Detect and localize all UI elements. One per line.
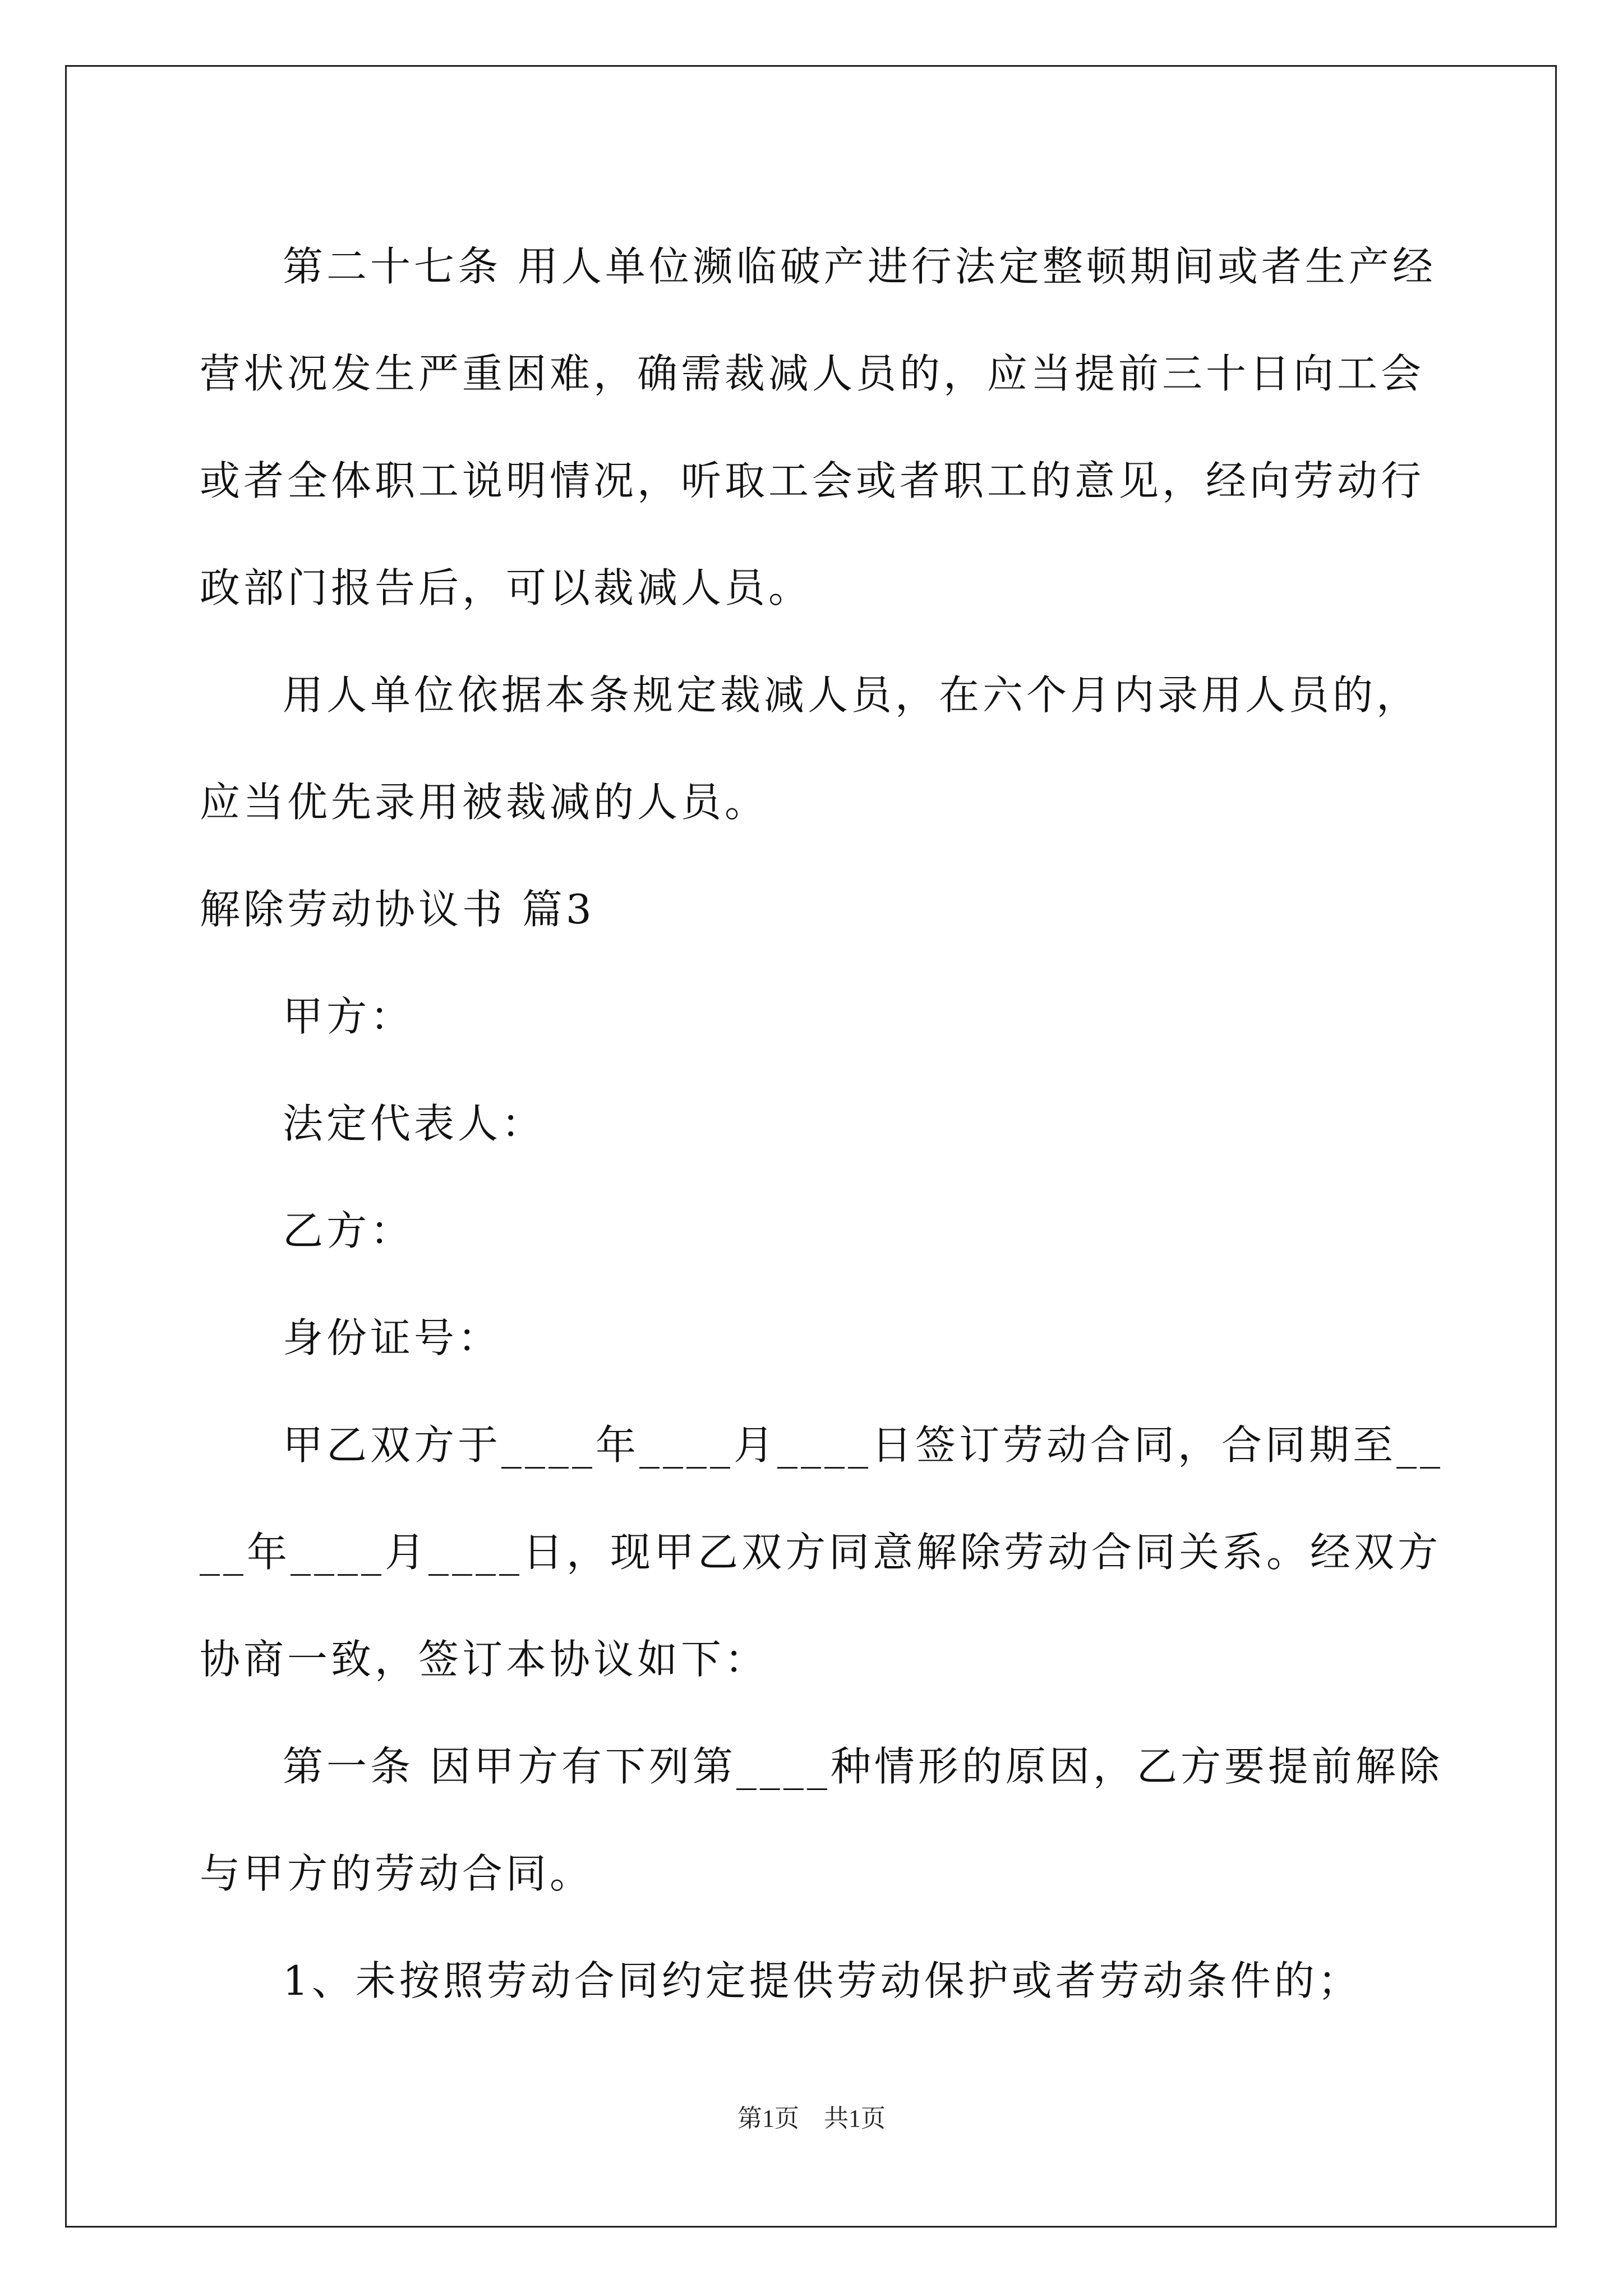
- paragraph-article-1: 第一条 因甲方有下列第____种情形的原因，乙方要提前解除与甲方的劳动合同。: [200, 1743, 1443, 1897]
- paragraph-contract-termination: 甲乙双方于____年____月____日签订劳动合同，合同期至____年____月____日，现甲乙双方同意解除劳动合同关系。经双方协商一致，签订本协议如下：: [200, 1421, 1444, 1683]
- page-footer: 第1页 共1页: [737, 2105, 886, 2132]
- section-heading: 解除劳动协议书 篇3: [200, 886, 595, 933]
- field-legal-representative: 法定代表人：: [283, 1100, 546, 1147]
- document-body: [200, 213, 1456, 2035]
- field-id-number: 身份证号：: [283, 1314, 502, 1361]
- field-party-b: 乙方：: [283, 1207, 414, 1254]
- field-party-a: 甲方：: [283, 993, 414, 1040]
- paragraph-rehire-priority: 用人单位依据本条规定裁减人员，在六个月内录用人员的，应当优先录用被裁减的人员。: [200, 671, 1421, 826]
- paragraph-article-27: 第二十七条 用人单位濒临破产进行法定整顿期间或者生产经营状况发生严重困难，确需裁减人员的，应当提前三十日向工会或者全体职工说明情况，听取工会或者职工的意见，经向劳动行政部门报告后，可以裁减人员。: [200, 243, 1436, 611]
- list-item-1: 1、未按照劳动合同约定提供劳动保护或者劳动条件的；: [283, 1957, 1362, 2004]
